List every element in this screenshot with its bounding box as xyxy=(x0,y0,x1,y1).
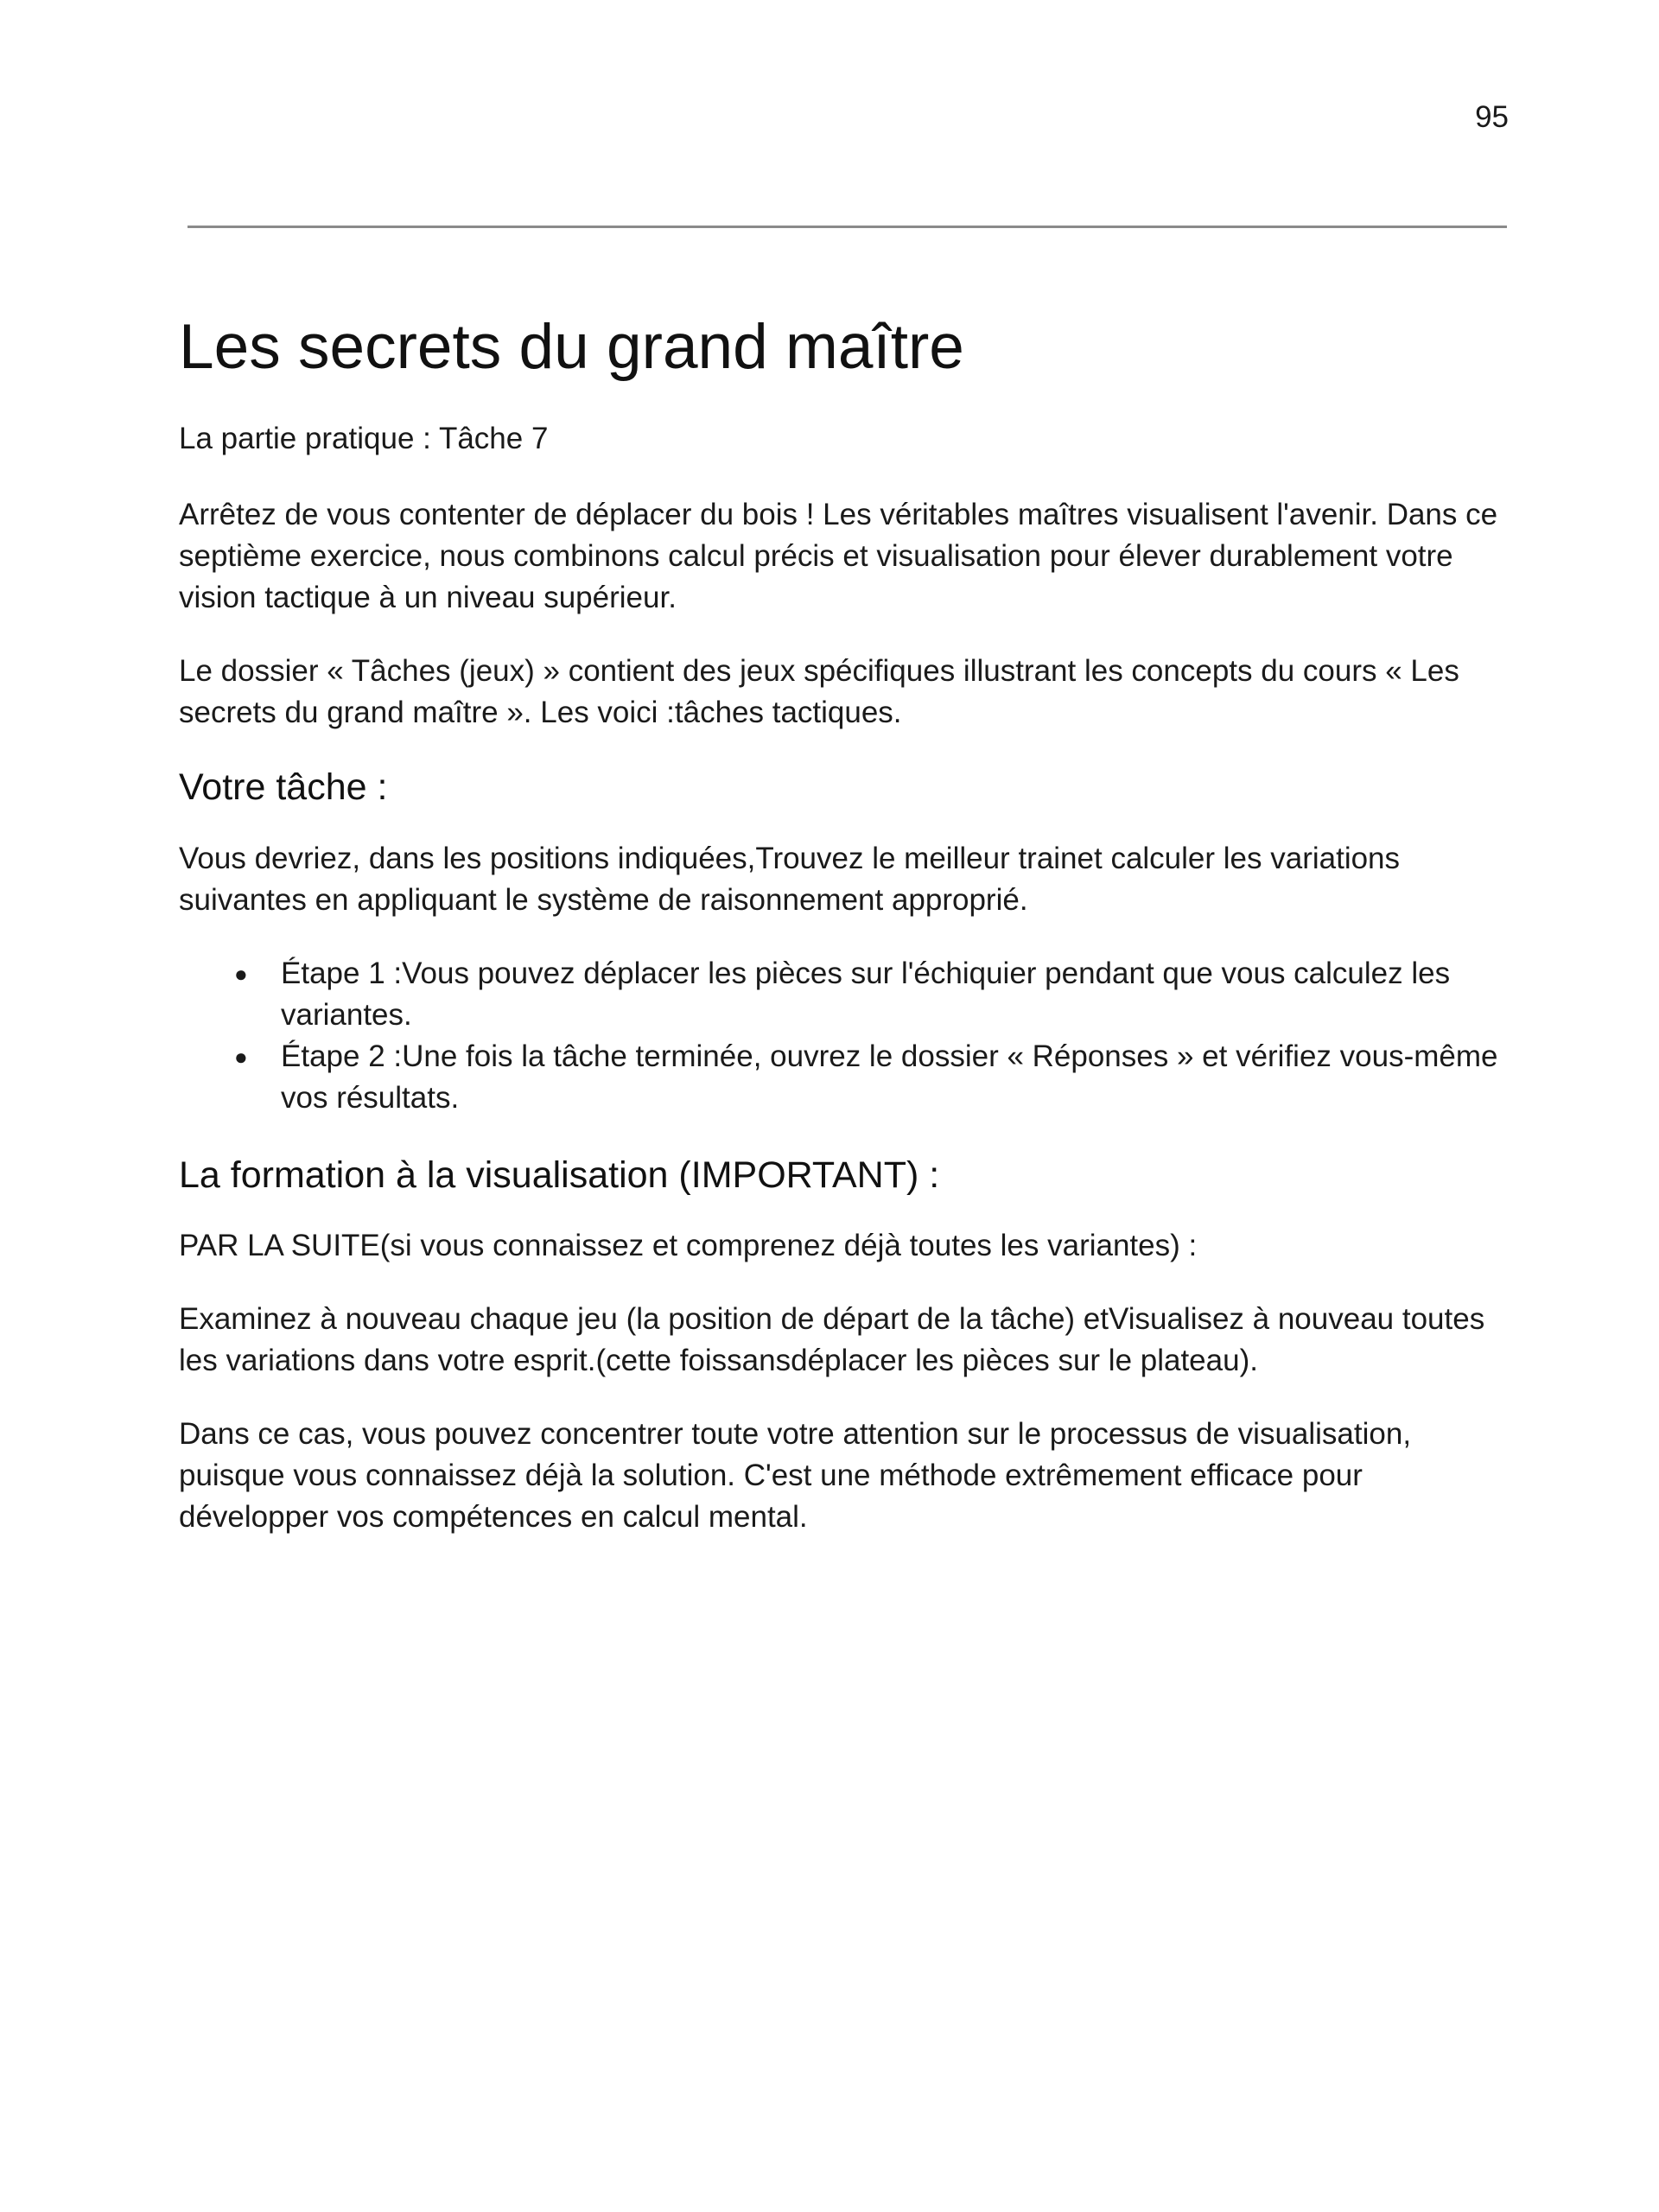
task-heading: Votre tâche : xyxy=(179,766,388,808)
list-item xyxy=(179,953,1510,1036)
header-divider xyxy=(188,226,1507,228)
visualisation-paragraph: Examinez à nouveau chaque jeu (la position de départ de la tâche) etVisualisez à nouveau toutes les variations dans votre esprit.(cette foissansdéplacer les pièces sur le plateau). xyxy=(179,1302,1485,1378)
step-text: Étape 1 :Vous pouvez déplacer les pièces sur l'échiquier pendant que vous calculez les variantes. xyxy=(281,956,1451,1032)
task-paragraph: Vous devriez, dans les positions indiquées,Trouvez le meilleur trainet calculer les variations suivantes en appliquant le système de raisonnement approprié. xyxy=(179,841,1401,917)
visualisation-paragraph: PAR LA SUITE(si vous connaissez et comprenez déjà toutes les variantes) : xyxy=(179,1229,1198,1263)
visualisation-paragraph: Dans ce cas, vous pouvez concentrer toute votre attention sur le processus de visualisation, puisque vous connaissez déjà la solution. C'est une méthode extrêmement efficace pour développer vos compétences en calcul mental. xyxy=(179,1417,1412,1535)
document-title: Les secrets du grand maître xyxy=(179,312,964,382)
steps-list xyxy=(179,953,1510,1119)
bullet-icon: ● xyxy=(234,1043,248,1070)
intro-paragraph: Arrêtez de vous contenter de déplacer du bois ! Les véritables maîtres visualisent l'avenir. Dans ce septième exercice, nous combinons calcul précis et visualisation pour élever durablement votre vision tactique à un niveau supérieur. xyxy=(179,497,1498,614)
document-body xyxy=(179,311,1510,1570)
folder-paragraph: Le dossier « Tâches (jeux) » contient des jeux spécifiques illustrant les concepts du cours « Les secrets du grand maître ». Les voici :tâches tactiques. xyxy=(179,653,1459,729)
bullet-icon: ● xyxy=(234,960,248,987)
page-number: 95 xyxy=(1475,100,1509,134)
list-item xyxy=(179,1036,1510,1119)
step-text: Étape 2 :Une fois la tâche terminée, ouvrez le dossier « Réponses » et vérifiez vous-même vos résultats. xyxy=(281,1039,1498,1115)
document-subtitle: La partie pratique : Tâche 7 xyxy=(179,421,549,455)
visualisation-heading: La formation à la visualisation (IMPORTANT) : xyxy=(179,1154,940,1196)
